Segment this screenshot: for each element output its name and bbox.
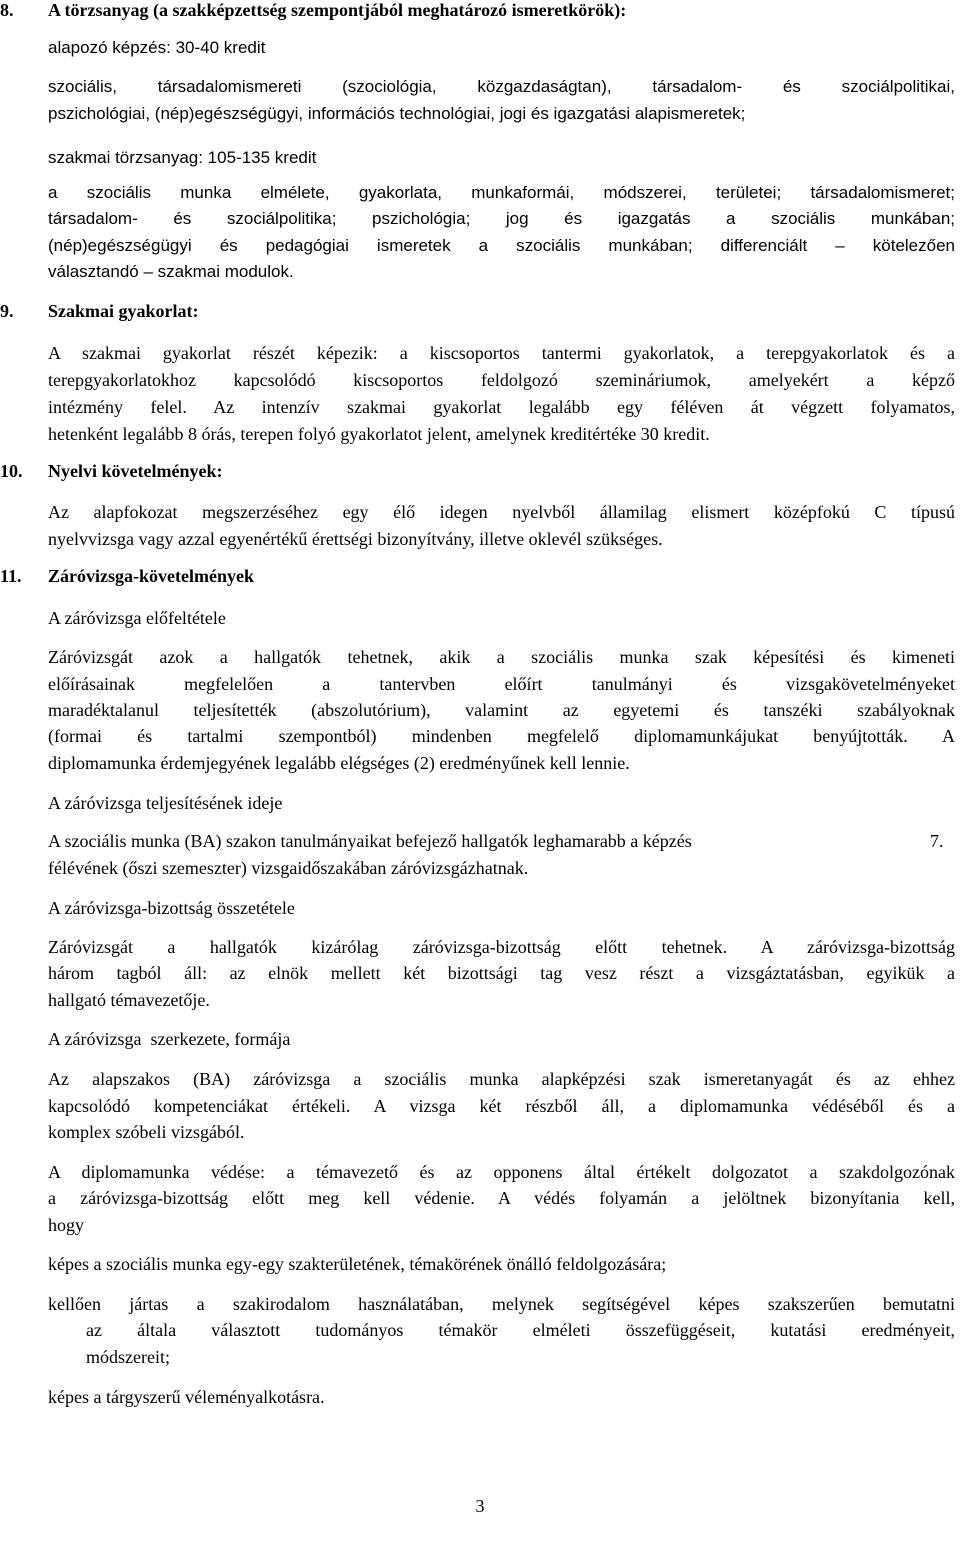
section-11-number: 11. [0,566,22,586]
p5-line-1: A diplomamunka védése: a témavezető és az opponens által értékelt dolgozatot a szakdolgozónak [48,1162,955,1182]
p1-line-2: előírásainak megfelelően a tantervben előírt tanulmányi és vizsgakövetelményeket [48,674,955,694]
list-item-3: képes a tárgyszerű véleményalkotásra. [48,1387,325,1407]
p1-line-4: (formai és tartalmi szempontból) mindenben megfelelő diplomamunkájukat benyújtották. A [48,726,955,746]
s9-line-1: A szakmai gyakorlat részét képezik: a kiscsoportos tantermi gyakorlatok, a terepgyakorlatok és a [48,343,955,363]
s9-line-2: terepgyakorlatokhoz kapcsolódó kiscsoportos feldolgozó szemináriumok, amelyekért a képző [48,370,955,390]
list-item-2-line-3: módszereit; [86,1347,170,1367]
p4-line-2: kapcsolódó kompetenciákat értékeli. A vizsga két részből áll, a diplomamunka védéséből és a [48,1096,955,1116]
page-number: 3 [475,1496,485,1516]
p2-semester-number: 7. [930,831,944,851]
szakmai-desc-line-2: társadalom- és szociálpolitika; pszichológia; jog és igazgatás a szociális munkában; [48,209,955,228]
subheading-szerkezet: A záróvizsga szerkezete, formája [48,1029,291,1049]
subheading-elofeltetel: A záróvizsga előfeltétele [48,608,226,628]
szakmai-desc-line-1: a szociális munka elmélete, gyakorlata, munkaformái, módszerei, területei; társadalomismeret; [48,183,955,202]
p4-line-1: Az alapszakos (BA) záróvizsga a szociális munka alapképzési szak ismeretanyagát és az ehhez [48,1069,955,1089]
list-item-1: képes a szociális munka egy-egy szakterületének, témakörének önálló feldolgozására; [48,1254,667,1274]
p3-line-2: három tagból áll: az elnök mellett két bizottsági tag vesz részt a vizsgáztatásban, egyikük a [48,963,955,983]
szakmai-credit: szakmai törzsanyag: 105-135 kredit [48,148,317,167]
s9-line-4: hetenként legalább 8 órás, terepen folyó gyakorlatot jelent, amelynek kreditértéke 30 kredit. [48,424,710,444]
list-item-2-line-1: kellően jártas a szakirodalom használatában, melynek segítségével képes szakszerűen bemutatni [48,1294,955,1314]
alapozo-desc-line-2: pszichológiai, (nép)egészségügyi, információs technológiai, jogi és igazgatási alapismeretek; [48,104,746,123]
szakmai-desc-line-3: (nép)egészségügyi és pedagógiai ismeretek a szociális munkában; differenciált – kötelezően [48,236,955,255]
section-9-title: Szakmai gyakorlat: [48,301,199,321]
p4-line-3: komplex szóbeli vizsgából. [48,1122,245,1142]
section-9-heading [0,301,199,322]
section-10-title: Nyelvi követelmények: [48,461,223,481]
section-8-heading [0,0,626,21]
subheading-bizottsag: A záróvizsga-bizottság összetétele [48,898,295,918]
section-8-number: 8. [0,0,14,20]
s9-line-3: intézmény felel. Az intenzív szakmai gyakorlat legalább egy féléven át végzett folyamatos, [48,397,955,417]
p3-line-3: hallgató témavezetője. [48,990,210,1010]
s10-line-2: nyelvvizsga vagy azzal egyenértékű érettségi bizonyítvány, illetve oklevél szükséges. [48,529,663,549]
p1-line-3: maradéktalanul teljesítették (abszolutórium), valamint az egyetemi és tanszéki szabályoknak [48,700,955,720]
p1-line-1: Záróvizsgát azok a hallgatók tehetnek, akik a szociális munka szak képesítési és kimeneti [48,647,955,667]
list-item-2-line-2: az általa választott tudományos témakör elméleti összefüggéseit, kutatási eredményeit, [86,1320,955,1340]
section-8-title: A törzsanyag (a szakképzettség szempontjából meghatározó ismeretkörök): [48,0,627,20]
section-10-heading [0,461,222,482]
section-11-heading [0,566,254,587]
p2-line-1: A szociális munka (BA) szakon tanulmányaikat befejező hallgatók leghamarabb a képzés [48,831,692,851]
section-9-number: 9. [0,301,14,321]
p1-line-5: diplomamunka érdemjegyének legalább elégséges (2) eredményűnek kell lennie. [48,753,630,773]
s10-line-1: Az alapfokozat megszerzéséhez egy élő idegen nyelvből államilag elismert középfokú C típusú [48,502,955,522]
p5-line-3: hogy [48,1215,84,1235]
alapozo-desc-line-1: szociális, társadalomismereti (szociológia, közgazdaságtan), társadalom- és szociálpolitikai, [48,77,955,96]
subheading-ideje: A záróvizsga teljesítésének ideje [48,793,283,813]
p3-line-1: Záróvizsgát a hallgatók kizárólag záróvizsga-bizottság előtt tehetnek. A záróvizsga-bizottság [48,937,955,957]
p5-line-2: a záróvizsga-bizottság előtt meg kell védenie. A védés folyamán a jelöltnek bizonyítania kell, [48,1188,955,1208]
p2-line-2: félévének (őszi szemeszter) vizsgaidőszakában záróvizsgázhatnak. [48,858,529,878]
section-11-title: Záróvizsga-követelmények [48,566,254,586]
alapozo-credit: alapozó képzés: 30-40 kredit [48,38,266,57]
szakmai-desc-line-4: választandó – szakmai modulok. [48,262,294,281]
section-10-number: 10. [0,461,23,481]
